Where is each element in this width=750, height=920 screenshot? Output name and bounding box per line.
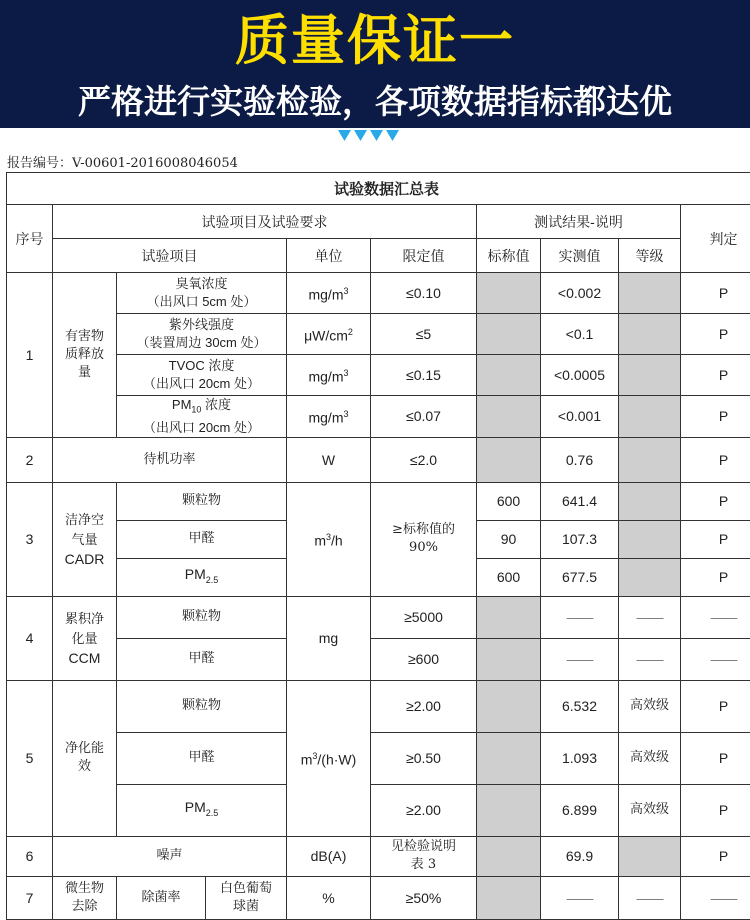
grade-cell: 高效级 bbox=[619, 680, 681, 732]
category-line: 净化能 bbox=[64, 741, 104, 757]
limit-cell: ≥50% bbox=[371, 876, 477, 919]
row-index: 3 bbox=[7, 482, 53, 596]
limit-cell: ≥2.00 bbox=[371, 680, 477, 732]
category-label bbox=[53, 680, 117, 836]
measured-cell: <0.1 bbox=[541, 314, 619, 355]
limit-cell: ≥600 bbox=[371, 638, 477, 680]
table-row bbox=[7, 437, 750, 482]
nominal-cell bbox=[477, 437, 541, 482]
header-grade: 等级 bbox=[619, 239, 681, 273]
limit-line: 90% bbox=[409, 540, 438, 556]
verdict-cell: —— bbox=[681, 638, 750, 680]
banner-title: 质量保证一 bbox=[235, 9, 515, 72]
category-label bbox=[53, 596, 117, 680]
verdict-cell: P bbox=[681, 520, 750, 558]
verdict-cell: P bbox=[681, 732, 750, 784]
unit-cell: % bbox=[287, 876, 371, 919]
banner bbox=[0, 0, 750, 128]
limit-cell: ≤0.15 bbox=[371, 355, 477, 396]
table-row bbox=[7, 638, 750, 680]
header-unit: 单位 bbox=[287, 239, 371, 273]
organism-line: 白色葡萄 bbox=[219, 880, 272, 896]
row-index: 2 bbox=[7, 437, 53, 482]
unit-sup: 2 bbox=[347, 327, 353, 338]
item-name: 臭氧浓度 bbox=[175, 276, 228, 291]
category-abbr: CCM bbox=[68, 650, 101, 667]
category-line: 去除 bbox=[71, 898, 98, 914]
nominal-cell bbox=[477, 596, 541, 638]
test-item: 颗粒物 bbox=[117, 596, 287, 638]
test-item: 颗粒物 bbox=[117, 482, 287, 520]
header-measured: 实测值 bbox=[541, 239, 619, 273]
test-item bbox=[117, 273, 287, 314]
grade-cell bbox=[619, 396, 681, 438]
item-note: （出风口 5cm 处） bbox=[146, 294, 257, 309]
unit-cell bbox=[287, 680, 371, 836]
item-note: （出风口 20cm 处） bbox=[142, 419, 260, 435]
measured-cell: <0.002 bbox=[541, 273, 619, 314]
unit-cell bbox=[287, 482, 371, 596]
item-name: PM bbox=[184, 566, 206, 583]
grade-cell: —— bbox=[619, 876, 681, 919]
limit-line: 见检验说明 bbox=[390, 839, 456, 855]
nominal-cell bbox=[477, 273, 541, 314]
measured-cell: 1.093 bbox=[541, 732, 619, 784]
verdict-cell: P bbox=[681, 437, 750, 482]
item-name: 紫外线强度 bbox=[168, 317, 234, 332]
verdict-cell: P bbox=[681, 482, 750, 520]
unit-text: m bbox=[314, 532, 326, 549]
test-item bbox=[117, 396, 287, 438]
verdict-cell: P bbox=[681, 355, 750, 396]
verdict-cell: —— bbox=[681, 876, 750, 919]
unit-cell bbox=[287, 355, 371, 396]
row-index: 7 bbox=[7, 876, 53, 919]
grade-cell bbox=[619, 558, 681, 596]
report-number: 报告编号：V-00601-2016008046054 bbox=[7, 156, 238, 171]
limit-cell: ≤0.10 bbox=[371, 273, 477, 314]
measured-cell: —— bbox=[541, 876, 619, 919]
nominal-cell bbox=[477, 638, 541, 680]
unit-sup: 3 bbox=[312, 751, 318, 762]
nominal-cell bbox=[477, 836, 541, 876]
item-note: （装置周边 30cm 处） bbox=[136, 335, 267, 350]
grade-cell bbox=[619, 482, 681, 520]
unit-sup: 3 bbox=[343, 409, 349, 420]
unit-cell: W bbox=[287, 437, 371, 482]
unit-cell bbox=[287, 314, 371, 355]
organism-line: 球菌 bbox=[232, 898, 259, 914]
limit-line: 表 3 bbox=[410, 857, 437, 873]
verdict-cell: P bbox=[681, 836, 750, 876]
category-label bbox=[53, 876, 117, 919]
test-item: 甲醛 bbox=[117, 638, 287, 680]
measured-cell: 6.899 bbox=[541, 784, 619, 836]
table-row bbox=[7, 396, 750, 438]
verdict-cell: P bbox=[681, 273, 750, 314]
table-row bbox=[7, 273, 750, 314]
item-subscript: 2.5 bbox=[205, 807, 219, 818]
limit-cell: ≤5 bbox=[371, 314, 477, 355]
test-item: 甲醛 bbox=[117, 520, 287, 558]
category-abbr: CADR bbox=[64, 551, 105, 568]
unit-suffix: /(h·W) bbox=[317, 751, 357, 768]
verdict-cell: P bbox=[681, 558, 750, 596]
grade-cell: 高效级 bbox=[619, 732, 681, 784]
table-row bbox=[7, 482, 750, 520]
unit-suffix: /h bbox=[331, 532, 343, 549]
unit-cell bbox=[287, 273, 371, 314]
table-caption: 试验数据汇总表 bbox=[7, 173, 750, 205]
test-item bbox=[117, 784, 287, 836]
table-row bbox=[7, 314, 750, 355]
grade-cell: 高效级 bbox=[619, 784, 681, 836]
limit-cell: ≥0.50 bbox=[371, 732, 477, 784]
table-row bbox=[7, 680, 750, 732]
unit-cell: dB(A) bbox=[287, 836, 371, 876]
nominal-cell bbox=[477, 396, 541, 438]
table-row bbox=[7, 596, 750, 638]
row-index: 5 bbox=[7, 680, 53, 836]
nominal-cell: 600 bbox=[477, 482, 541, 520]
grade-cell bbox=[619, 520, 681, 558]
item-subscript: 10 bbox=[191, 404, 202, 415]
measured-cell: 0.76 bbox=[541, 437, 619, 482]
measured-cell: —— bbox=[541, 596, 619, 638]
unit-text: mg/m bbox=[308, 368, 344, 385]
banner-subtitle: 严格进行实验检验，各项数据指标都达优 bbox=[78, 82, 672, 121]
category-label bbox=[53, 482, 117, 596]
verdict-cell: P bbox=[681, 396, 750, 438]
table-row bbox=[7, 876, 750, 919]
verdict-cell: —— bbox=[681, 596, 750, 638]
item-name: TVOC 浓度 bbox=[168, 358, 235, 373]
category-line: 化量 bbox=[71, 632, 98, 648]
test-item bbox=[117, 314, 287, 355]
table-row bbox=[7, 784, 750, 836]
table-row bbox=[7, 836, 750, 876]
table-row bbox=[7, 732, 750, 784]
header-index: 序号 bbox=[7, 205, 53, 273]
test-item bbox=[117, 355, 287, 396]
unit-text: mg/m bbox=[308, 410, 344, 427]
limit-cell: ≥5000 bbox=[371, 596, 477, 638]
nominal-cell bbox=[477, 732, 541, 784]
category-line: 气量 bbox=[71, 533, 98, 549]
category-line: 微生物 bbox=[64, 880, 104, 896]
unit-sup: 3 bbox=[325, 532, 331, 543]
item-name: PM bbox=[184, 799, 206, 816]
test-item: 待机功率 bbox=[53, 437, 287, 482]
nominal-cell bbox=[477, 314, 541, 355]
unit-sup: 3 bbox=[343, 286, 349, 297]
header-results: 测试结果-说明 bbox=[477, 205, 681, 239]
limit-line: ≥标称值的 bbox=[392, 522, 455, 538]
table-row bbox=[7, 355, 750, 396]
measured-cell: 677.5 bbox=[541, 558, 619, 596]
item-subscript: 2.5 bbox=[205, 574, 219, 585]
item-name-suffix: 浓度 bbox=[201, 397, 232, 412]
grade-cell: —— bbox=[619, 596, 681, 638]
limit-cell: ≤2.0 bbox=[371, 437, 477, 482]
sub-item: 除菌率 bbox=[117, 877, 206, 919]
measured-cell: 6.532 bbox=[541, 680, 619, 732]
grade-cell bbox=[619, 437, 681, 482]
unit-cell bbox=[287, 396, 371, 438]
verdict-cell: P bbox=[681, 314, 750, 355]
test-data-summary-table bbox=[6, 172, 750, 920]
unit-cell: mg bbox=[287, 596, 371, 680]
verdict-cell: P bbox=[681, 680, 750, 732]
header-verdict: 判定 bbox=[681, 205, 750, 273]
row-index: 1 bbox=[7, 273, 53, 438]
header-nominal: 标称值 bbox=[477, 239, 541, 273]
measured-cell: 107.3 bbox=[541, 520, 619, 558]
limit-cell bbox=[371, 836, 477, 876]
nominal-cell: 600 bbox=[477, 558, 541, 596]
measured-cell: <0.001 bbox=[541, 396, 619, 438]
limit-cell: ≤0.07 bbox=[371, 396, 477, 438]
header-limit: 限定值 bbox=[371, 239, 477, 273]
nominal-cell bbox=[477, 680, 541, 732]
item-note: （出风口 20cm 处） bbox=[142, 376, 260, 391]
category-line: 累积净 bbox=[64, 612, 104, 628]
nominal-cell bbox=[477, 784, 541, 836]
category-label: 有害物质释放量 bbox=[53, 273, 117, 438]
test-item bbox=[117, 558, 287, 596]
category-line: 效 bbox=[77, 759, 91, 775]
nominal-cell bbox=[477, 876, 541, 919]
test-item bbox=[117, 876, 287, 919]
measured-cell: <0.0005 bbox=[541, 355, 619, 396]
limit-cell bbox=[371, 482, 477, 596]
verdict-cell: P bbox=[681, 784, 750, 836]
test-item: 甲醛 bbox=[117, 732, 287, 784]
unit-text: m bbox=[300, 751, 313, 768]
unit-sup: 3 bbox=[343, 368, 349, 379]
nominal-cell bbox=[477, 355, 541, 396]
test-item: 噪声 bbox=[53, 836, 287, 876]
limit-cell: ≥2.00 bbox=[371, 784, 477, 836]
header-items-requirements: 试验项目及试验要求 bbox=[53, 205, 477, 239]
nominal-cell: 90 bbox=[477, 520, 541, 558]
down-triangles-icon bbox=[338, 130, 402, 142]
category-line: 洁净空 bbox=[64, 513, 104, 529]
unit-text: μW/cm bbox=[304, 327, 348, 344]
test-item: 颗粒物 bbox=[117, 680, 287, 732]
header-item: 试验项目 bbox=[53, 239, 287, 273]
grade-cell: —— bbox=[619, 638, 681, 680]
measured-cell: 641.4 bbox=[541, 482, 619, 520]
measured-cell: 69.9 bbox=[541, 836, 619, 876]
grade-cell bbox=[619, 314, 681, 355]
grade-cell bbox=[619, 836, 681, 876]
row-index: 6 bbox=[7, 836, 53, 876]
grade-cell bbox=[619, 273, 681, 314]
unit-text: mg/m bbox=[308, 286, 344, 303]
item-name: PM bbox=[171, 397, 192, 412]
organism-cell bbox=[206, 877, 286, 919]
measured-cell: —— bbox=[541, 638, 619, 680]
row-index: 4 bbox=[7, 596, 53, 680]
grade-cell bbox=[619, 355, 681, 396]
